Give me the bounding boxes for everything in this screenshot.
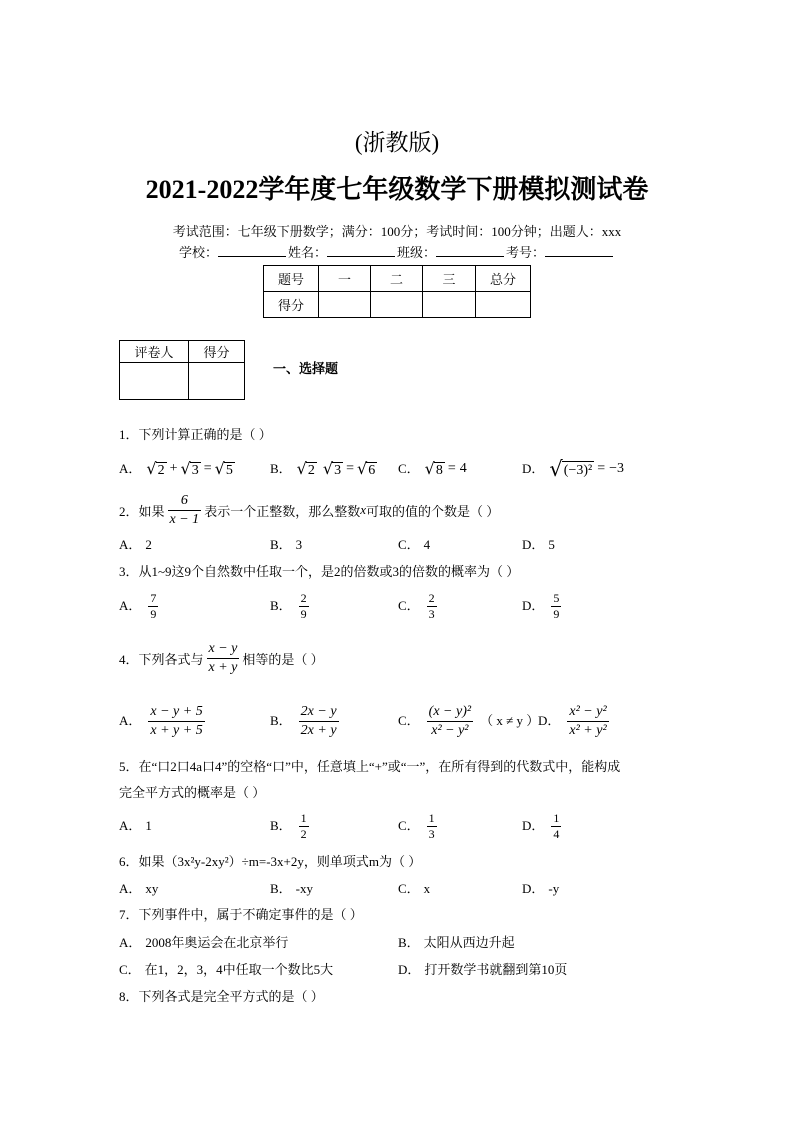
- q7-option-b: B． 太阳从西边升起: [398, 933, 515, 953]
- q4-option-d: D． $\frac{\text{x² − y²}}{\text{x² + y²}}$: [538, 703, 607, 738]
- grader-cell: [120, 363, 189, 400]
- stem-text: 2．如果: [119, 503, 165, 519]
- variable: x: [360, 502, 366, 517]
- score-table-header-row: [264, 266, 531, 292]
- grader-header-cell: 得分: [189, 341, 245, 363]
- edition-label: (浙教版): [354, 130, 440, 155]
- q4-option-c: C． $\frac{\text{(x − y)²}}{\text{x² − y²}}$ （ x ≠ y ）: [398, 703, 540, 738]
- q6-option-b: B． -xy: [270, 879, 313, 899]
- grader-body-row: [120, 363, 245, 400]
- student-fields: [0, 243, 794, 262]
- exam-title: 2021-2022学年度七年级数学下册模拟测试卷: [145, 175, 649, 204]
- grader-header-row: [120, 341, 245, 363]
- q6-option-d: D． -y: [522, 879, 559, 899]
- score-header-cell: 二: [371, 266, 423, 292]
- question-1-stem: 1．下列计算正确的是（ ）: [119, 427, 272, 442]
- fraction: $\frac{\text{(x − y)²}}{\text{x² − y²}}$: [428, 703, 472, 738]
- fraction: $\frac{\text{x² − y²}}{\text{x² + y²}}$: [569, 703, 607, 738]
- fraction: $\frac{x - y}{x + y}$: [208, 640, 238, 675]
- exam-info: 考试范围：七年级下册数学；满分：100分；考试时间：100分钟；出题人：xxx: [172, 224, 622, 239]
- stem-text: 相等的是（ ）: [242, 651, 324, 667]
- question-3-stem: 3．从1~9这9个自然数中任取一个，是2的倍数或3的倍数的概率为（ ）: [119, 564, 520, 579]
- q6-option-a: A． xy: [119, 879, 158, 899]
- q5-option-a: A． 1: [119, 816, 152, 836]
- fraction: $\frac{7}{9}$: [150, 590, 157, 621]
- option-text: 太阳从西边升起: [423, 935, 515, 950]
- q5-option-c: C． $\frac{1}{3}$: [398, 810, 435, 841]
- fraction: $\frac{6}{x - 1}$: [169, 492, 200, 527]
- section-title: 一、选择题: [273, 361, 339, 376]
- q2-option-d: D． 5: [522, 535, 555, 555]
- class-label: 班级：: [397, 245, 437, 260]
- q1-option-b: [270, 457, 378, 481]
- fraction: $\frac{2}{9}$: [300, 590, 307, 621]
- math-operator: =: [346, 461, 354, 476]
- question-4-stem: [119, 638, 324, 678]
- sqrt-expression: √ 6: [356, 459, 376, 478]
- option-label: A．: [119, 461, 142, 476]
- q1-option-c: [398, 457, 469, 481]
- school-label: 学校：: [178, 245, 218, 260]
- option-value: xy: [145, 881, 159, 896]
- score-cell: [371, 292, 423, 318]
- sqrt-expression: √ 3: [322, 459, 342, 478]
- q7-option-c: C． 在1，2，3，4中任取一个数比5大: [119, 960, 333, 980]
- question-6-stem: 6．如果（3x²y-2xy²）÷m=-3x+2y，则单项式m为（ ）: [119, 854, 422, 869]
- math-value: 4: [459, 461, 467, 476]
- score-table: [263, 265, 531, 318]
- fraction: $\frac{5}{9}$: [553, 590, 560, 621]
- option-label: C．: [398, 461, 420, 476]
- stem-text: 4．下列各式与: [119, 651, 204, 667]
- q7-option-d: D． 打开数学书就翻到第10页: [398, 960, 567, 980]
- stem-text: 可取的值的个数是（ ）: [365, 503, 500, 519]
- score-cell: [423, 292, 476, 318]
- option-value: -y: [548, 881, 560, 896]
- sqrt-expression: √ 2: [146, 459, 165, 478]
- option-value: 5: [548, 537, 555, 552]
- question-5-stem-line1: 5．在“口2口4a口4”的空格“口”中，任意填上“+”或“一”，在所有得到的代数式中，能构成: [119, 759, 621, 774]
- question-7-stem: 7．下列事件中，属于不确定事件的是（ ）: [119, 907, 363, 922]
- name-blank: [327, 243, 395, 257]
- q7-option-a: A． 2008年奥运会在北京举行: [119, 933, 288, 953]
- sqrt-expression: √ 8: [424, 459, 443, 478]
- q2-option-b: B． 3: [270, 535, 302, 555]
- option-label: B．: [270, 461, 292, 476]
- q5-option-d: D． $\frac{1}{4}$: [522, 810, 560, 841]
- fraction: $\frac{1}{4}$: [553, 810, 560, 841]
- math-operator: =: [203, 461, 212, 476]
- option-text: 2008年奥运会在北京举行: [145, 935, 289, 950]
- option-value: 1: [145, 818, 152, 833]
- q3-option-b: B． $\frac{2}{9}$: [270, 590, 307, 621]
- class-blank: [436, 243, 504, 257]
- math-operator: =: [597, 461, 606, 476]
- math-operator: +: [169, 461, 178, 476]
- exam-number-label: 考号：: [506, 245, 546, 260]
- option-value: -xy: [295, 881, 314, 896]
- sqrt-expression: √ (−3)²: [549, 457, 593, 481]
- question-8-stem: 8．下列各式是完全平方式的是（ ）: [119, 989, 324, 1004]
- option-text: 打开数学书就翻到第10页: [424, 962, 568, 977]
- q2-option-c: C． 4: [398, 535, 430, 555]
- option-value: x: [423, 881, 431, 896]
- math-value: −3: [609, 461, 625, 476]
- q3-option-a: A． $\frac{7}{9}$: [119, 590, 157, 621]
- stem-text: 表示一个正整数，那么整数: [204, 503, 361, 519]
- q4-option-a: A． $\frac{x - y + 5}{x + y + 5}$: [119, 703, 203, 738]
- q4-option-b: B． $\frac{2x - y}{2x + y}$: [270, 703, 337, 738]
- fraction: $\frac{2}{3}$: [428, 590, 435, 621]
- q1-option-d: [522, 455, 626, 483]
- sqrt-expression: √ 2: [296, 459, 315, 478]
- school-blank: [218, 243, 286, 257]
- question-5-stem-line2: 完全平方式的概率是（ ）: [119, 785, 266, 800]
- q3-option-c: C． $\frac{2}{3}$: [398, 590, 435, 621]
- grader-header-cell: 评卷人: [120, 341, 189, 363]
- sqrt-expression: √ 5: [214, 459, 233, 478]
- option-value: 4: [423, 537, 431, 552]
- fraction: $\frac{1}{3}$: [428, 810, 435, 841]
- option-text: 在1，2，3，4中任取一个数比5大: [144, 962, 334, 977]
- option-value: 3: [295, 537, 303, 552]
- question-2-stem: [119, 490, 499, 530]
- name-label: 姓名：: [287, 245, 327, 260]
- score-header-cell: 总分: [476, 266, 531, 292]
- score-cell: [319, 292, 371, 318]
- score-header-cell: 三: [423, 266, 476, 292]
- score-header-cell: 一: [319, 266, 371, 292]
- sqrt-expression: √ 3: [180, 459, 199, 478]
- q1-option-a: [119, 457, 236, 481]
- q6-option-c: C． x: [398, 879, 430, 899]
- grader-score-cell: [189, 363, 245, 400]
- score-row-label: 得分: [264, 292, 319, 318]
- fraction: $\frac{2x - y}{2x + y}$: [300, 703, 337, 738]
- score-cell: [476, 292, 531, 318]
- q3-option-d: D． $\frac{5}{9}$: [522, 590, 560, 621]
- exam-number-blank: [545, 243, 613, 257]
- q5-option-b: B． $\frac{1}{2}$: [270, 810, 307, 841]
- score-header-cell: 题号: [264, 266, 319, 292]
- score-table-score-row: [264, 292, 531, 318]
- option-label: D．: [522, 461, 545, 476]
- grader-table: [119, 340, 245, 400]
- q2-option-a: A． 2: [119, 535, 152, 555]
- fraction: $\frac{1}{2}$: [300, 810, 307, 841]
- option-value: 2: [145, 537, 152, 552]
- fraction: $\frac{x - y + 5}{x + y + 5}$: [150, 703, 203, 738]
- condition-note: （ x ≠ y ）: [480, 713, 540, 728]
- math-operator: =: [447, 461, 456, 476]
